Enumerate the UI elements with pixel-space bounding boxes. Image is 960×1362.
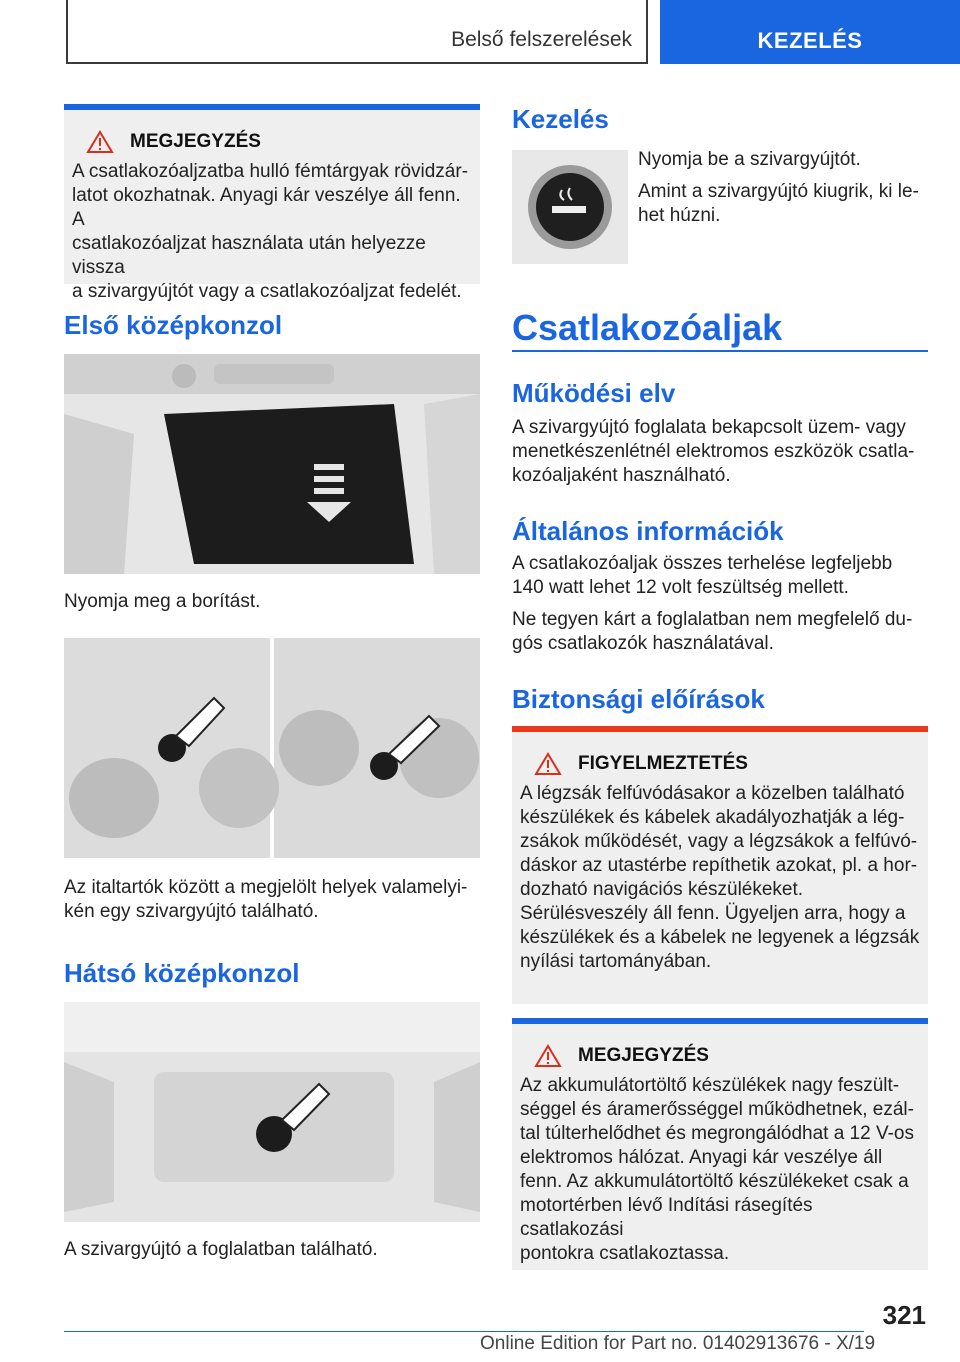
notice-line: a szivargyújtót vagy a csatlakozóaljzat fedelét. bbox=[72, 281, 462, 302]
operation-line: Amint a szivargyújtó kiugrik, ki le- bbox=[638, 181, 919, 202]
heading-general: Általános információk bbox=[512, 516, 784, 546]
operation-line: Nyomja be a szivargyújtót. bbox=[638, 149, 861, 170]
rear-console-photo bbox=[64, 1002, 480, 1222]
notice-line: fenn. Az akkumulátortöltő készülékeket csak a bbox=[520, 1171, 909, 1192]
notice-line: tal túlterhelődhet és megrongálódhat a 12 V-os bbox=[520, 1123, 914, 1144]
general-line: 140 watt lehet 12 volt feszültség mellett. bbox=[512, 577, 849, 598]
front-console-photo bbox=[64, 354, 480, 574]
warning-line: nyílási tartományában. bbox=[520, 951, 712, 972]
heading-rear-console: Hátsó középkonzol bbox=[64, 958, 300, 988]
notice-title: MEGJEGYZÉS bbox=[130, 131, 261, 152]
notice-line: latot okozhatnak. Anyagi kár veszélye áll fenn. A bbox=[72, 185, 461, 230]
chapter-tab[interactable]: KEZELÉS bbox=[660, 0, 960, 64]
warning-title: FIGYELMEZTETÉS bbox=[578, 753, 748, 774]
warning-line: zsákok működését, vagy a légzsákok a felfúvó- bbox=[520, 831, 918, 852]
header-frame bbox=[66, 0, 648, 64]
notice-line: A csatlakozóaljzatba hulló fémtárgyak rövidzár- bbox=[72, 161, 469, 182]
warning-line: Sérülésveszély áll fenn. Ügyeljen arra, hogy a bbox=[520, 903, 906, 924]
general-line: gós csatlakozók használatával. bbox=[512, 633, 774, 654]
caption-press-cover: Nyomja meg a borítást. bbox=[64, 591, 261, 612]
notice-line: motortérben lévő Indítási rásegítés csatlakozási bbox=[520, 1195, 813, 1240]
warning-line: készülékek és a kábelek ne legyenek a légzsák bbox=[520, 927, 920, 948]
notice-bar bbox=[64, 104, 480, 110]
warning-line: készülékek és kábelek akadályozhatják a lég- bbox=[520, 807, 905, 828]
warning-box bbox=[512, 726, 928, 1004]
notice-line: Az akkumulátortöltő készülékek nagy feszült- bbox=[520, 1075, 900, 1096]
warning-line: dozható navigációs készülékeket. bbox=[520, 879, 804, 900]
notice-box bbox=[512, 1018, 928, 1270]
warning-triangle-icon bbox=[86, 130, 114, 154]
section-title: Belső felszerelések bbox=[451, 28, 632, 51]
title-sockets: Csatlakozóaljak bbox=[512, 307, 783, 348]
caption-line: Az italtartók között a megjelölt helyek valamelyi- bbox=[64, 877, 468, 898]
warning-triangle-icon bbox=[534, 752, 562, 776]
notice-line: pontokra csatlakoztassa. bbox=[520, 1243, 730, 1264]
page-number: 321 bbox=[882, 1300, 926, 1330]
warning-line: A légzsák felfúvódásakor a közelben található bbox=[520, 783, 905, 804]
notice-line: csatlakozóaljzat használata után helyezze vissza bbox=[72, 233, 426, 278]
footer-rule bbox=[64, 1331, 864, 1332]
heading-operation: Kezelés bbox=[512, 104, 609, 134]
caption-rear: A szivargyújtó a foglalatban található. bbox=[64, 1239, 378, 1260]
principle-line: menetkészenlétnél elektromos eszközök csatla- bbox=[512, 441, 915, 462]
warning-bar bbox=[512, 726, 928, 732]
principle-line: A szivargyújtó foglalata bekapcsolt üzem- vagy bbox=[512, 417, 906, 438]
heading-principle: Működési elv bbox=[512, 378, 676, 408]
notice-bar bbox=[512, 1018, 928, 1024]
heading-front-console: Első középkonzol bbox=[64, 310, 283, 340]
edition-label: Online Edition for Part no. 01402913676 - X/19 bbox=[480, 1333, 876, 1354]
warning-triangle-icon bbox=[534, 1044, 562, 1068]
title-underline bbox=[512, 350, 928, 352]
cupholder-photos bbox=[64, 638, 480, 858]
operation-line: het húzni. bbox=[638, 205, 721, 226]
cigarette-lighter-photo bbox=[512, 150, 628, 264]
notice-line: elektromos hálózat. Anyagi kár veszélye áll bbox=[520, 1147, 883, 1168]
warning-line: dáskor az utastérbe repíthetik azokat, pl. a hor- bbox=[520, 855, 918, 876]
notice-title: MEGJEGYZÉS bbox=[578, 1045, 709, 1066]
principle-line: kozóaljaként használható. bbox=[512, 465, 731, 486]
notice-box bbox=[64, 104, 480, 302]
notice-line: séggel és áramerősséggel működhetnek, ezál- bbox=[520, 1099, 914, 1120]
heading-safety: Biztonsági előírások bbox=[512, 684, 765, 714]
general-line: A csatlakozóaljak összes terhelése legfeljebb bbox=[512, 553, 893, 574]
general-line: Ne tegyen kárt a foglalatban nem megfelelő du- bbox=[512, 609, 913, 630]
caption-line: kén egy szivargyújtó található. bbox=[64, 901, 319, 922]
